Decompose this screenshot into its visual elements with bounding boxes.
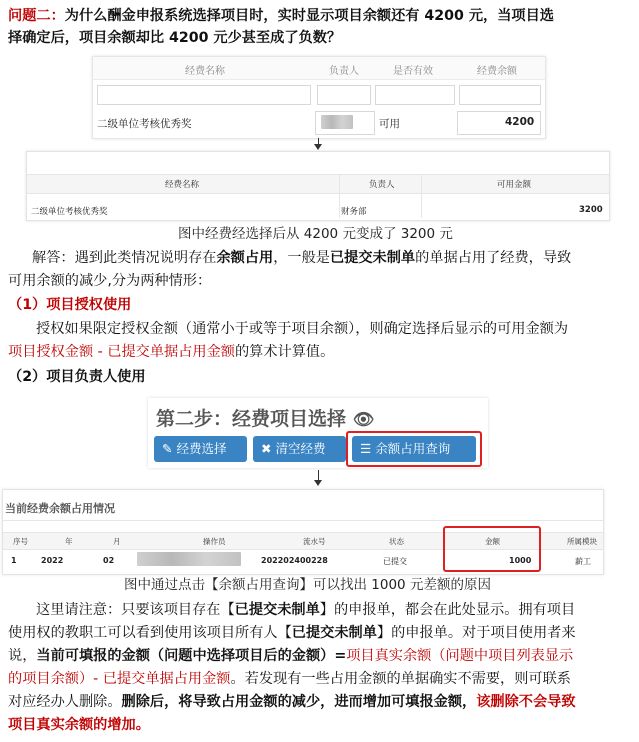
balance-occupation-table	[2, 489, 604, 575]
highlight-box	[346, 431, 482, 467]
filter-owner-input[interactable]	[317, 85, 371, 105]
selected-fund-owner: 财务部	[341, 207, 367, 217]
note-5b: 删除后，将导致占用金额的减少，进而增加可填报金额，	[121, 694, 477, 710]
answer-keyword-submitted: 已提交未制单	[329, 250, 416, 266]
t2-divider-2	[421, 174, 422, 218]
case-1-formula: 项目授权金额 - 已提交单据占用金额	[8, 344, 235, 360]
note-line-2	[8, 623, 634, 643]
owner-cell-box	[315, 111, 375, 135]
note-1c: 】的申报单，都会在此处显示。拥有项目	[319, 602, 576, 618]
fund-select-label: 经费选择	[176, 441, 227, 456]
list-icon: ☰	[360, 441, 372, 456]
t2-divider-1	[339, 174, 340, 218]
fund-select-button[interactable]	[154, 436, 247, 462]
occupation-row-no: 1	[11, 556, 17, 565]
case-1-rest: 的算术计算值。	[234, 344, 335, 360]
fund-row-status: 可用	[379, 118, 400, 130]
col3-serial: 流水号	[303, 537, 326, 546]
col-owner: 负责人	[329, 66, 359, 77]
selected-fund-amount: 3200	[579, 205, 603, 215]
blurred-operator	[137, 552, 241, 566]
step-two-panel	[148, 398, 488, 468]
note-line-3	[8, 646, 634, 666]
occupation-row-amount: 1000	[509, 556, 532, 565]
clear-fund-button[interactable]	[253, 436, 346, 462]
col2-fund-name: 经费名称	[165, 180, 200, 190]
balance-query-label: 余额占用查询	[375, 441, 451, 456]
col-balance: 经费余额	[477, 66, 517, 77]
fund-row-balance: 4200	[505, 116, 535, 128]
fund-row[interactable]	[93, 109, 545, 135]
col3-no: 序号	[13, 537, 28, 546]
note-1a: 这里请注意：只要该项目存在【	[36, 602, 235, 618]
caption-2: 图中通过点击【余额占用查询】可以找出 1000 元差额的原因	[124, 577, 491, 593]
question-line-2	[8, 28, 634, 48]
selected-fund-header	[27, 174, 609, 194]
note-3c: 项目真实余额（问题中项目列表显示	[346, 648, 574, 664]
fund-select-header	[93, 57, 545, 80]
note-line-4	[8, 669, 634, 689]
question-line-1	[8, 6, 634, 26]
eye-icon[interactable]: 👁	[352, 410, 375, 430]
note-5c: 该删除不会导致	[476, 694, 576, 710]
caption-1: 图中经费经选择后从 4200 元变成了 3200 元	[178, 226, 453, 242]
note-5a: 对应经办人删除。	[8, 694, 122, 710]
filter-valid-input[interactable]	[375, 85, 455, 105]
arrow-1-head	[314, 144, 322, 150]
col3-module: 所属模块	[567, 537, 597, 546]
step-title	[156, 404, 374, 431]
close-icon: ✖	[261, 441, 272, 456]
col-fund-name: 经费名称	[185, 66, 225, 77]
col2-amount: 可用金额	[497, 180, 532, 190]
filter-fund-name-input[interactable]	[97, 85, 311, 105]
arrow-2-head	[314, 480, 322, 486]
occupation-row-serial: 202202400228	[261, 556, 328, 565]
note-2a: 使用权的教职工可以看到使用该项目所有人【	[8, 625, 292, 641]
answer-line-2: 可用余额的减少,分为两种情形：	[8, 273, 212, 289]
case-2-title: （2）项目负责人使用	[8, 369, 146, 385]
t3-title-divider	[3, 520, 603, 521]
occupation-title: 当前经费余额占用情况	[5, 502, 115, 515]
answer-line-1	[32, 248, 639, 268]
question-label: 问题二：	[8, 8, 65, 24]
fund-select-table	[92, 56, 546, 139]
note-4b: 。若发现有一些占用金额的单据确实不需要，则可联系	[230, 671, 571, 687]
case-1-line-1: 授权如果限定授权金额（通常小于或等于项目余额），则确定选择后显示的可用金额为	[36, 321, 569, 337]
fund-row-name: 二级单位考核优秀奖	[97, 118, 192, 130]
occupation-row-month: 02	[103, 556, 115, 565]
answer-text-e: 的单据占用了经费，导致	[415, 250, 572, 266]
amount-highlight-box	[443, 526, 541, 572]
col3-month: 月	[113, 537, 121, 546]
note-4a: 的项目余额）- 已提交单据占用金额	[8, 671, 231, 687]
answer-text-a: 解答：遇到此类情况说明存在	[32, 250, 217, 266]
note-line-5	[8, 692, 634, 712]
selected-fund-table	[26, 151, 610, 221]
note-2b: 已提交未制单	[291, 625, 377, 641]
note-1b: 已提交未制单	[234, 602, 320, 618]
occupation-row-status: 已提交	[383, 557, 407, 566]
note-3a: 说，	[8, 648, 37, 664]
case-1-line-2	[8, 342, 634, 362]
answer-text-c: ，一般是	[273, 250, 330, 266]
occupation-row-year: 2022	[41, 556, 64, 565]
pencil-icon: ✎	[162, 441, 173, 456]
note-3b: 当前可填报的金额（问题中选择项目后的金额）=	[36, 648, 347, 664]
selected-fund-name: 二级单位考核优秀奖	[31, 207, 108, 217]
col-valid: 是否有效	[393, 66, 433, 77]
col3-status: 状态	[389, 537, 404, 546]
note-line-1	[36, 600, 639, 620]
question-text-2: 择确定后，项目余额却比 4200 元少甚至成了负数？	[8, 30, 342, 46]
col3-amount: 金额	[485, 537, 500, 546]
note-line-6: 项目真实余额的增加。	[8, 717, 150, 733]
case-1-title: （1）项目授权使用	[8, 297, 132, 313]
answer-keyword-occupied: 余额占用	[216, 250, 274, 266]
occupation-row-module: 薪工	[575, 557, 591, 566]
step-title-text: 第二步：经费项目选择	[156, 408, 347, 430]
col3-year: 年	[65, 537, 73, 546]
question-text-1: 为什么酬金申报系统选择项目时，实时显示项目余额还有 4200 元，当项目选	[64, 8, 554, 24]
clear-fund-label: 清空经费	[275, 441, 326, 456]
filter-balance-input[interactable]	[459, 85, 541, 105]
col3-operator: 操作员	[203, 537, 226, 546]
col2-owner: 负责人	[369, 180, 395, 190]
note-2c: 】的申报单。对于项目使用者来	[376, 625, 576, 641]
